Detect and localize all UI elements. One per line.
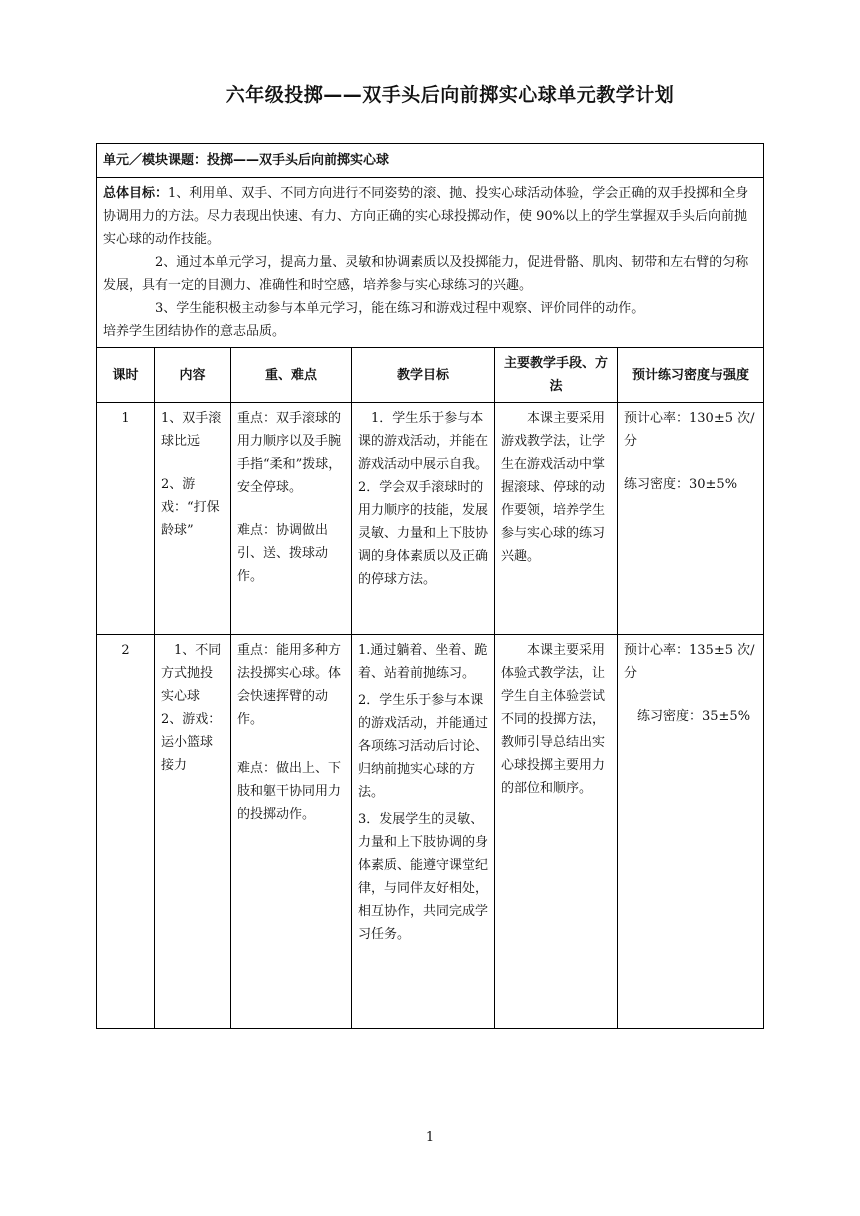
unit-label: 单元／模块课题： xyxy=(103,153,208,168)
header-method: 主要教学手段、方法 xyxy=(495,348,618,403)
objective-item: 2．学会双手滚球时的用力顺序的技能，发展灵敏、力量和上下肢协调的身体素质以及正确的停球方法。 xyxy=(358,480,489,587)
practice-density: 练习密度：35±5% xyxy=(637,709,751,724)
header-row xyxy=(97,348,764,403)
lesson-intensity xyxy=(618,635,764,1029)
unit-value: 投掷——双手头后向前掷实心球 xyxy=(207,153,390,168)
page-number: 1 xyxy=(425,1130,435,1145)
key-point: 重点：能用多种方法投掷实心球。体会快速挥臂的动作。 xyxy=(237,643,342,727)
objective-item: 1．学生乐于参与本课的游戏活动，并能在游戏活动中展示自我。 xyxy=(358,411,489,472)
lesson-key-points xyxy=(231,635,352,1029)
header-key: 重、难点 xyxy=(231,348,352,403)
practice-density: 练习密度：30±5% xyxy=(624,477,738,492)
heart-rate: 预计心率：135±5 次/分 xyxy=(624,643,755,681)
header-lesson: 课时 xyxy=(97,348,155,403)
lesson-objectives xyxy=(352,635,495,1029)
lesson-key-points xyxy=(231,403,352,635)
content-item: 2、游戏：“打保龄球” xyxy=(161,477,220,538)
goal-3b: 培养学生团结协作的意志品质。 xyxy=(103,324,286,339)
content-item: 1、双手滚球比远 xyxy=(161,411,222,449)
header-content: 内容 xyxy=(155,348,231,403)
key-point: 重点：双手滚球的用力顺序以及手腕手指“柔和”拨球，安全停球。 xyxy=(237,411,342,495)
goal-2: 2、通过本单元学习，提高力量、灵敏和协调素质以及投掷能力，促进骨骼、肌肉、韧带和左右臂的匀称发展，具有一定的目测力、准确性和时空感，培养参与实心球练习的兴趣。 xyxy=(103,255,749,293)
lesson-objectives xyxy=(352,403,495,635)
goal-1: 1、利用单、双手、不同方向进行不同姿势的滚、抛、投实心球活动体验，学会正确的双手投掷和全身协调用力的方法。尽力表现出快速、有力、方向正确的实心球投掷动作，使 90%以上的学生掌握双手头后向前抛实心球的动作技能。 xyxy=(103,186,749,247)
lesson-content xyxy=(155,403,231,635)
content-item: 1、不同方式抛投实心球 xyxy=(161,643,222,704)
lesson-method xyxy=(495,635,618,1029)
document-title: 六年级投掷——双手头后向前掷实心球单元教学计划 xyxy=(225,84,675,106)
goals-label: 总体目标： xyxy=(103,186,169,201)
lesson-row-1 xyxy=(97,403,764,635)
content-item: 2、游戏：运小篮球接力 xyxy=(161,712,222,773)
lesson-content xyxy=(155,635,231,1029)
goals-row xyxy=(97,178,764,348)
method-text: 本课主要采用游戏教学法，让学生在游戏活动中掌握滚球、停球的动作要领，培养学生参与实心球的练习兴趣。 xyxy=(501,411,606,564)
objective-item: 3．发展学生的灵敏、力量和上下肢协调的身体素质、能遵守课堂纪律，与同伴友好相处，相互协作，共同完成学习任务。 xyxy=(358,812,489,942)
objective-item: 1.通过躺着、坐着、跪着、站着前抛练习。 xyxy=(358,643,488,681)
objective-item: 2．学生乐于参与本课的游戏活动，并能通过各项练习活动后讨论、归纳前抛实心球的方法。 xyxy=(358,693,489,800)
difficulty: 难点：做出上、下肢和躯干协同用力的投掷动作。 xyxy=(237,761,342,822)
plan-table xyxy=(96,143,764,1029)
lesson-number: 1 xyxy=(97,403,155,635)
lesson-number: 2 xyxy=(97,635,155,1029)
heart-rate: 预计心率：130±5 次/分 xyxy=(624,411,755,449)
lesson-method xyxy=(495,403,618,635)
goal-3: 3、学生能积极主动参与本单元学习，能在练习和游戏过程中观察、评价同伴的动作。 xyxy=(155,301,645,316)
header-intensity: 预计练习密度与强度 xyxy=(618,348,764,403)
method-text: 本课主要采用体验式教学法，让学生自主体验尝试不同的投掷方法，教师引导总结出实心球投掷主要用力的部位和顺序。 xyxy=(501,643,606,796)
header-objective: 教学目标 xyxy=(352,348,495,403)
difficulty: 难点：协调做出引、送、拨球动作。 xyxy=(237,523,329,584)
unit-row xyxy=(97,144,764,178)
lesson-row-2 xyxy=(97,635,764,1029)
lesson-intensity xyxy=(618,403,764,635)
